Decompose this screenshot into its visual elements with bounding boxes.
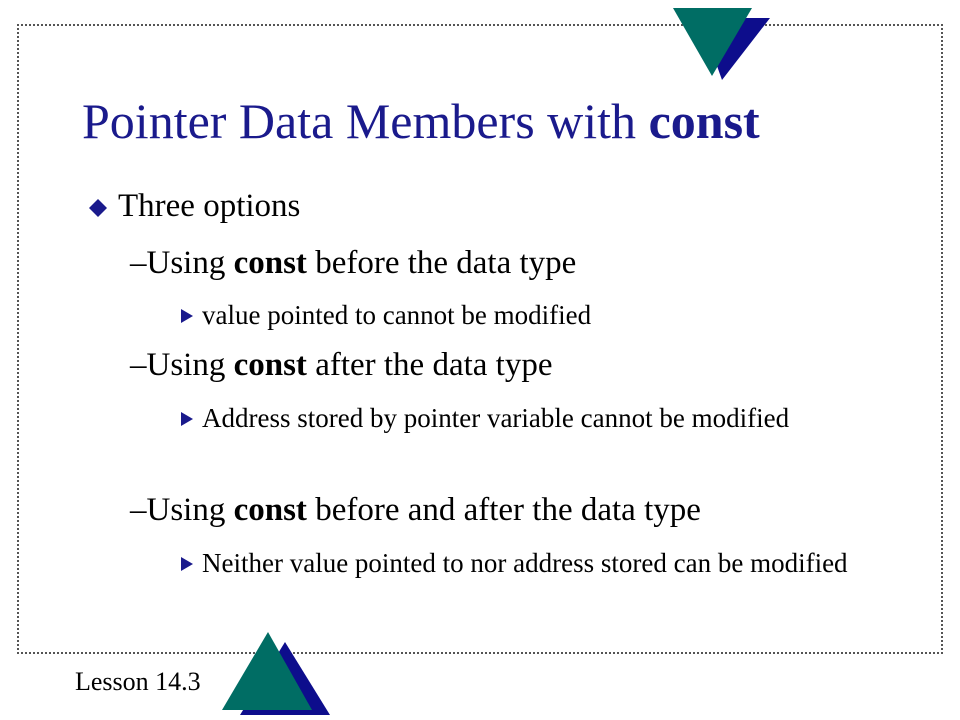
- arrow-bullet-icon: [180, 556, 194, 572]
- option-sub-3: Neither value pointed to nor address stored can be modified: [180, 545, 880, 581]
- arrow-bullet-icon: [180, 308, 194, 324]
- option-sub-1: value pointed to cannot be modified: [180, 297, 880, 333]
- option-sub-2: Address stored by pointer variable cannot be modified: [180, 400, 880, 436]
- arrow-bullet-icon: [180, 411, 194, 427]
- title-keyword: const: [648, 93, 760, 149]
- option-item-2: –Using const after the data type: [130, 347, 553, 383]
- option-item-1: –Using const before the data type: [130, 245, 577, 281]
- option-item-3: –Using const before and after the data type: [130, 492, 701, 528]
- diamond-bullet-icon: [88, 198, 108, 218]
- slide-title: Pointer Data Members with const: [82, 93, 760, 149]
- bullet-text: Three options: [118, 188, 301, 224]
- lesson-footer: Lesson 14.3: [75, 667, 201, 696]
